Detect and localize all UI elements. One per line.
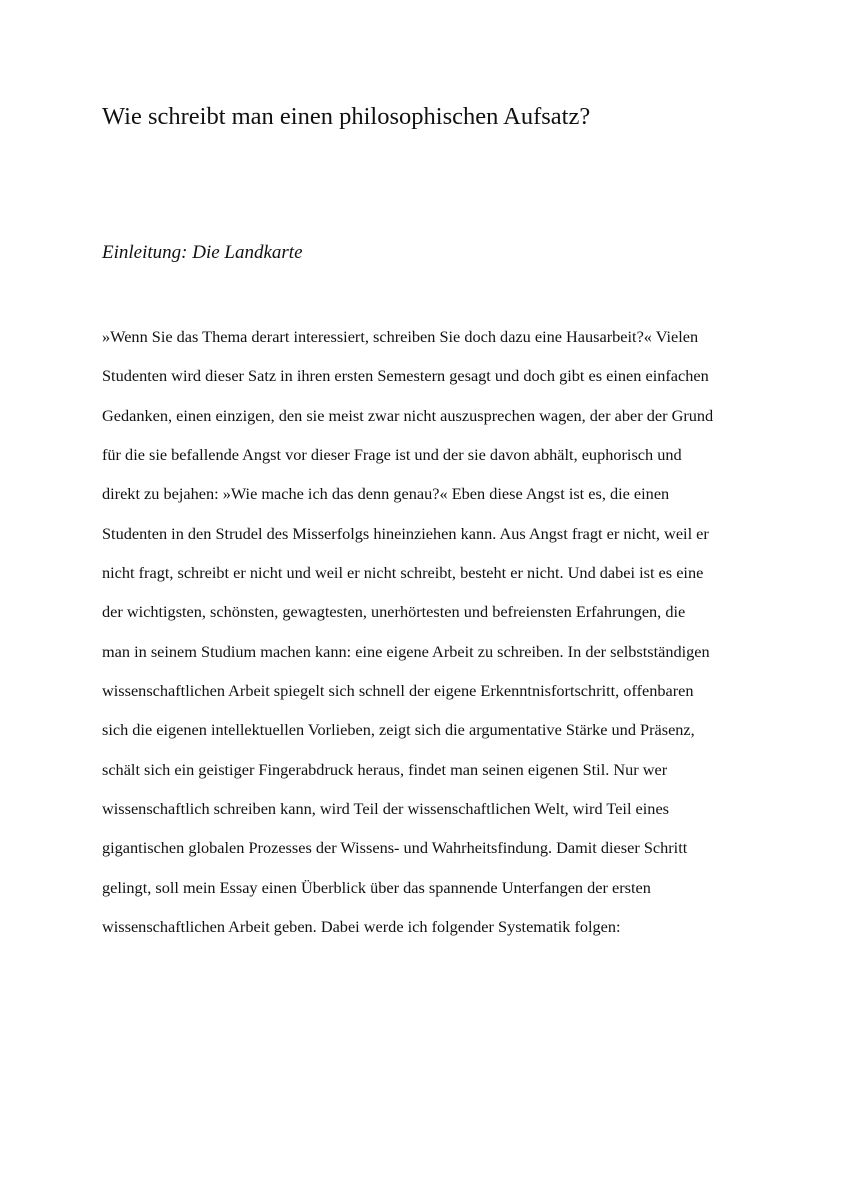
section-heading: Einleitung: Die Landkarte — [102, 242, 303, 263]
paragraph-line: wissenschaftlich schreiben kann, wird Teil der wissenschaftlichen Welt, wird Teil eines — [102, 798, 670, 818]
paragraph-line: »Wenn Sie das Thema derart interessiert, schreiben Sie doch dazu eine Hausarbeit?« Vielen — [102, 327, 699, 346]
paragraph-line: gigantischen globalen Prozesses der Wissens- und Wahrheitsfindung. Damit dieser Schritt — [102, 838, 688, 858]
body-paragraph — [102, 322, 762, 951]
paragraph-line: für die sie befallende Angst vor dieser Frage ist und der sie davon abhält, euphorisch und — [102, 444, 682, 464]
paragraph-line: Studenten in den Strudel des Misserfolgs hineinziehen kann. Aus Angst fragt er nicht, weil er — [102, 523, 709, 543]
paragraph-line: wissenschaftlichen Arbeit geben. Dabei werde ich folgender Systematik folgen: — [102, 916, 621, 936]
paragraph-line: gelingt, soll mein Essay einen Überblick über das spannende Unterfangen der ersten — [102, 877, 651, 897]
paragraph-line: wissenschaftlichen Arbeit spiegelt sich schnell der eigene Erkenntnisfortschritt, offenbaren — [102, 680, 694, 700]
paragraph-line: Gedanken, einen einzigen, den sie meist zwar nicht auszusprechen wagen, der aber der Grund — [102, 405, 714, 425]
page-title: Wie schreibt man einen philosophischen Aufsatz? — [102, 103, 591, 130]
paragraph-line: sich die eigenen intellektuellen Vorlieben, zeigt sich die argumentative Stärke und Präsenz, — [102, 720, 695, 740]
paragraph-line: nicht fragt, schreibt er nicht und weil er nicht schreibt, besteht er nicht. Und dabei ist es eine — [102, 562, 704, 582]
paragraph-line: Studenten wird dieser Satz in ihren ersten Semestern gesagt und doch gibt es einen einfachen — [102, 366, 709, 386]
paragraph-line: schält sich ein geistiger Fingerabdruck heraus, findet man seinen eigenen Stil. Nur wer — [102, 759, 668, 779]
paragraph-line: der wichtigsten, schönsten, gewagtesten, unerhörtesten und befreiensten Erfahrungen, die — [102, 602, 686, 622]
paragraph-line: direkt zu bejahen: »Wie mache ich das denn genau?« Eben diese Angst ist es, die einen — [102, 484, 670, 504]
paragraph-line: man in seinem Studium machen kann: eine eigene Arbeit zu schreiben. In der selbstständigen — [102, 641, 710, 661]
